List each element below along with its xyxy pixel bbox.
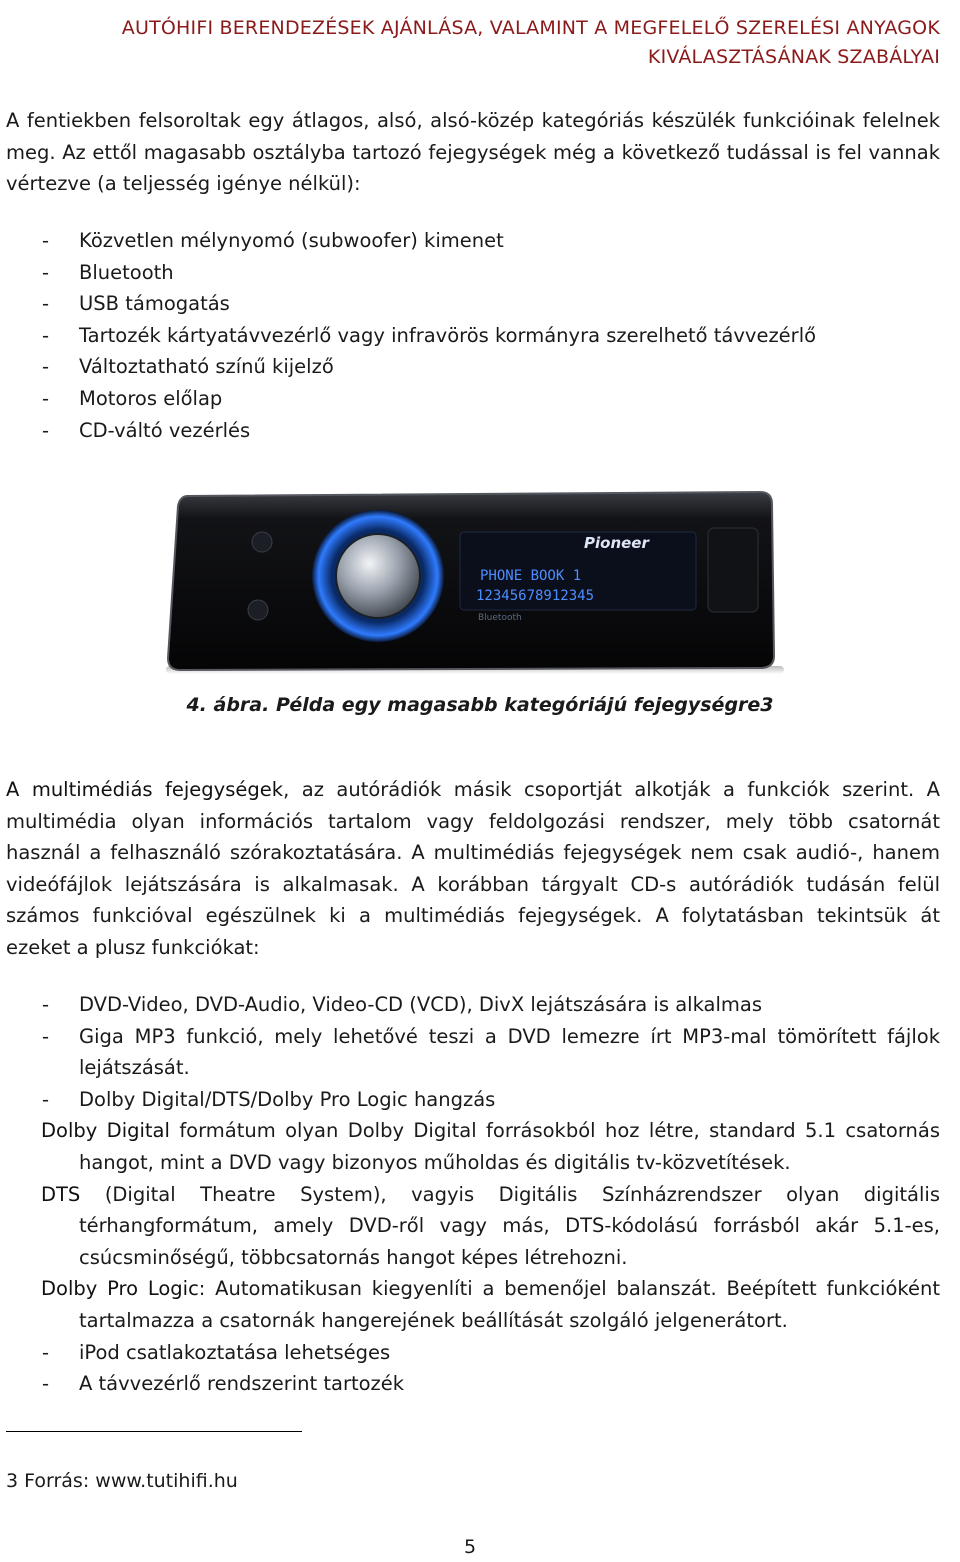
header-line-2: KIVÁLASZTÁSÁNAK SZABÁLYAI — [647, 46, 940, 68]
list-item: - Közvetlen mélynyomó (subwoofer) kimenet — [6, 225, 940, 257]
list-item: - Tartozék kártyatávvezérlő vagy infravörös kormányra szerelhető távvezérlő — [6, 320, 940, 352]
car-stereo-image — [160, 488, 790, 678]
header-line-1: AUTÓHIFI BERENDEZÉSEK AJÁNLÁSA, VALAMINT A MEGFELELŐ SZERELÉSI ANYAGOK — [121, 17, 940, 39]
list-item: - CD-váltó vezérlés — [6, 415, 940, 447]
list-item: - USB támogatás — [6, 288, 940, 320]
brand-logo: Pioneer — [584, 534, 649, 552]
definition-dts: DTS (Digital Theatre System), vagyis Digitális Színházrendszer olyan digitális térhangformátum, amely DVD-ről vagy más, DTS-kódolású forrásból akár 5.1-es, csúcsminőségű, többcsatornás hangot képes létrehozni. — [41, 1182, 940, 1269]
footnote: 3 Forrás: www.tutihifi.hu — [6, 1470, 238, 1492]
dash-bullet: - — [42, 292, 50, 316]
feature-list — [6, 225, 940, 446]
definition-dolby-pro-logic: Dolby Pro Logic: Automatikusan kiegyenlíti a bemenőjel balanszát. Beépített funkcióként tartalmazza a csatornák hangerejének beállítását szolgáló jelgenerátort. — [41, 1277, 940, 1332]
multimedia-paragraph: A multimédiás fejegységek, az autórádiók másik csoportját alkotják a funkciók szerint. A multimédia olyan információs tartalom vagy feldolgozási rendszer, mely több csatornát használ a felhasználó szórakoztatására. A multimédiás fejegységek nem csak audió-, hanem videófájlok lejátszására is alkalmasak. A korábban tárgyalt CD-s autórádiók tudásán felül számos funkcióval egészülnek ki a multimédiás fejegységek. A folytatásban tekintsük át ezeket a plusz funkciókat: — [6, 778, 940, 959]
list-item: - Giga MP3 funkció, mely lehetővé teszi a DVD lemezre írt MP3-mal tömörített fájlok lejátszását. — [6, 1021, 940, 1084]
list-item: - Motoros előlap — [6, 383, 940, 415]
dash-bullet: - — [42, 418, 50, 442]
dash-bullet: - — [42, 993, 50, 1016]
multimedia-feature-list — [6, 989, 940, 1400]
bluetooth-label: Bluetooth — [478, 613, 522, 623]
dash-bullet: - — [42, 355, 50, 379]
display-line-1: PHONE BOOK 1 — [480, 568, 582, 584]
list-item: - Bluetooth — [6, 257, 940, 289]
dash-bullet: - — [42, 229, 50, 252]
list-item: - iPod csatlakoztatása lehetséges — [6, 1337, 940, 1369]
dash-bullet: - — [42, 386, 50, 410]
list-item: - DVD-Video, DVD-Audio, Video-CD (VCD), DivX lejátszására is alkalmas — [6, 989, 940, 1021]
display-line-2: 12345678912345 — [476, 588, 595, 604]
dash-bullet: - — [42, 1340, 50, 1364]
list-item: - Dolby Digital/DTS/Dolby Pro Logic hangzás — [6, 1084, 940, 1116]
volume-knob — [336, 534, 420, 618]
dash-bullet: - — [42, 323, 50, 347]
dash-bullet: - — [42, 1372, 50, 1396]
footnote-separator — [6, 1431, 302, 1432]
dash-bullet: - — [42, 1024, 50, 1048]
multimedia-lead: A multimédiás fejegységek — [6, 778, 284, 801]
dash-bullet: - — [42, 260, 50, 284]
button — [248, 600, 268, 620]
figure-caption: 4. ábra. Példa egy magasabb kategóriájú fejegységre3 — [186, 694, 774, 716]
dash-bullet: - — [42, 1087, 50, 1111]
running-header — [122, 14, 940, 72]
side-buttons — [708, 528, 758, 612]
definition-dolby-digital: Dolby Digital formátum olyan Dolby Digital forrásokból hoz létre, standard 5.1 csatornás hangot, mint a DVD vagy bizonyos műholdas és digitális tv-közvetítések. — [41, 1119, 940, 1174]
page-number: 5 — [463, 1536, 477, 1558]
list-item: - Változtatható színű kijelző — [6, 351, 940, 383]
button — [252, 532, 272, 552]
intro-paragraph: A fentiekben felsoroltak egy átlagos, alsó, alsó-közép kategóriás készülék funkcióinak felelnek meg. Az ettől magasabb osztályba tartozó fejegységek még a következő tudással is fel vannak vértezve (a teljesség igénye nélkül): — [6, 109, 940, 195]
list-item: - A távvezérlő rendszerint tartozék — [6, 1368, 940, 1400]
